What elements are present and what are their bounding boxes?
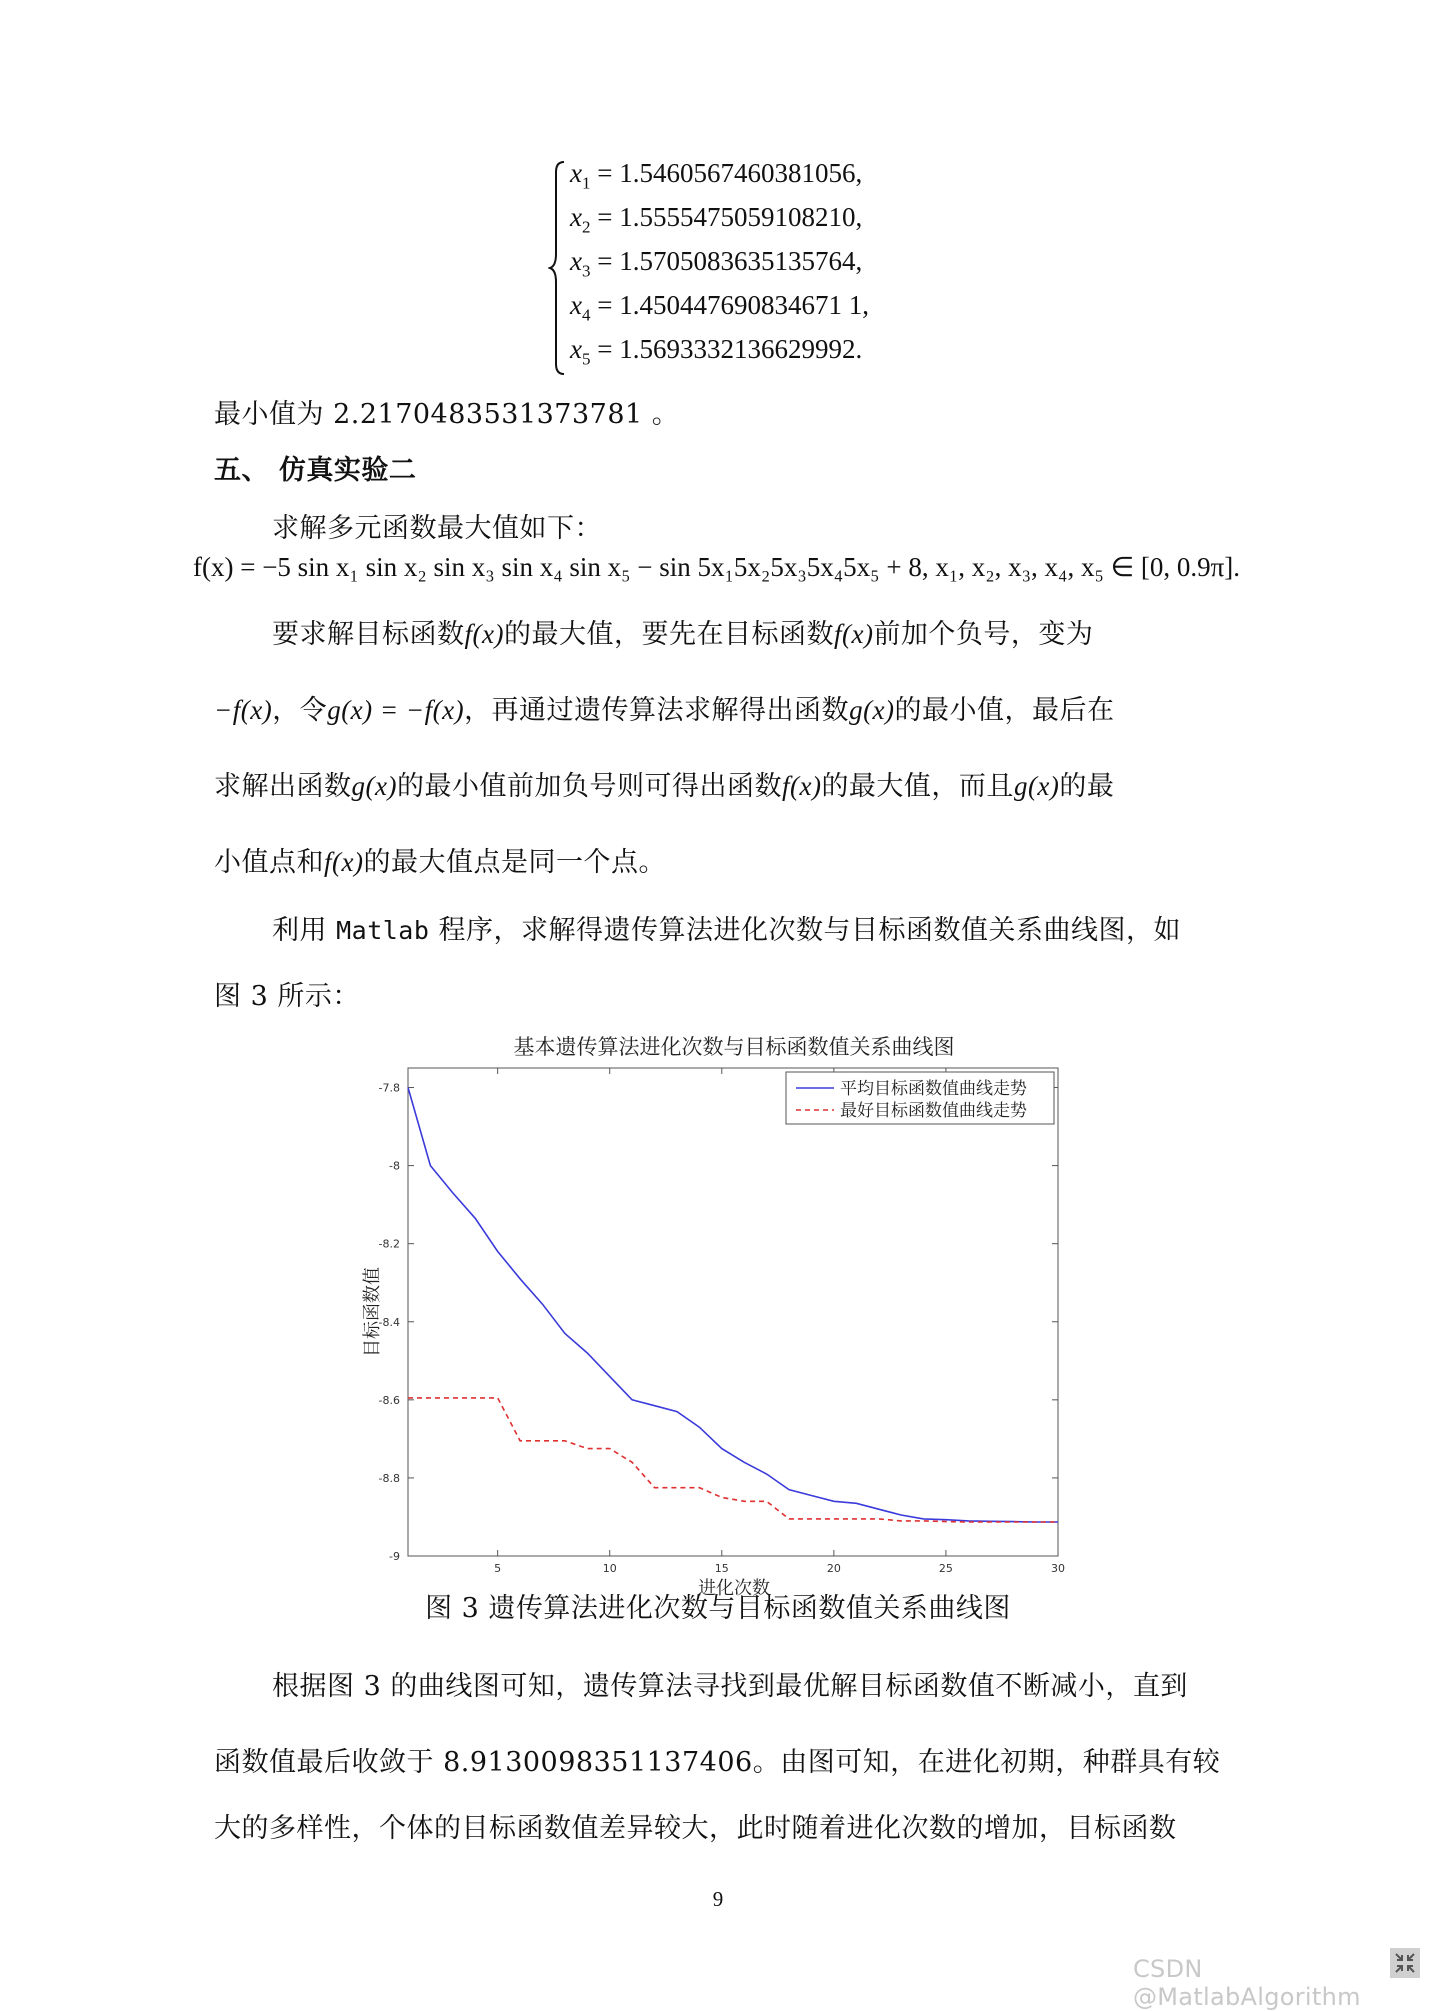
paragraph-line-3: 求解出函数g(x)的最小值前加负号则可得出函数f(x)的最大值，而且g(x)的最 bbox=[214, 771, 1115, 802]
chart-legend bbox=[786, 1072, 1054, 1124]
csdn-watermark: CSDN @MatlabAlgorithm bbox=[1133, 1955, 1361, 2011]
collapse-arrows-icon bbox=[1390, 1948, 1420, 1978]
y-tick-label: -8 bbox=[389, 1159, 400, 1173]
paragraph-line-5: 利用 Matlab 程序，求解得遗传算法进化次数与目标函数值关系曲线图，如 bbox=[272, 915, 1181, 946]
legend-label-avg: 平均目标函数值曲线走势 bbox=[840, 1079, 1027, 1099]
paragraph-line-1: 要求解目标函数f(x)的最大值，要先在目标函数f(x)前加个负号，变为 bbox=[272, 619, 1094, 650]
section-heading: 五、 仿真实验二 bbox=[214, 455, 417, 486]
x-tick-label: 15 bbox=[714, 1562, 729, 1575]
section-intro: 求解多元函数最大值如下： bbox=[272, 513, 602, 544]
left-brace-icon bbox=[548, 158, 568, 378]
line-chart bbox=[350, 1030, 1080, 1610]
y-tick-label: -8.8 bbox=[378, 1471, 400, 1485]
solution-line-5: $x_5 = 1.5693332136629992$. bbox=[570, 334, 863, 369]
paragraph-line-8: 函数值最后收敛于 8.9130098351137406。由图可知，在进化初期，种群具有较 bbox=[214, 1747, 1221, 1778]
x-tick-label: 5 bbox=[494, 1562, 502, 1575]
chart-title: 基本遗传算法进化次数与目标函数值关系曲线图 bbox=[513, 1035, 955, 1059]
y-tick-label: -8.6 bbox=[378, 1393, 400, 1407]
y-axis-label: 目标函数值 bbox=[362, 1267, 383, 1357]
plot-area bbox=[408, 1068, 1058, 1556]
figure-caption: 图 3 遗传算法进化次数与目标函数值关系曲线图 bbox=[425, 1593, 1011, 1624]
page-number: 9 bbox=[712, 1887, 724, 1911]
x-tick-label: 10 bbox=[602, 1562, 617, 1575]
y-tick-label: -8.4 bbox=[378, 1315, 400, 1329]
x-tick-label: 25 bbox=[938, 1562, 953, 1575]
solution-line-2: $x_2 = 1.5555475059108210$, bbox=[570, 202, 863, 237]
y-tick-label: -9 bbox=[389, 1550, 400, 1563]
paragraph-line-7: 根据图 3 的曲线图可知，遗传算法寻找到最优解目标函数值不断减小，直到 bbox=[272, 1671, 1188, 1702]
solution-line-3: $x_3 = 1.5705083635135764$, bbox=[570, 246, 863, 281]
paragraph-line-2: −f(x)，令g(x) = −f(x)，再通过遗传算法求解得出函数g(x)的最小值，最后在 bbox=[214, 695, 1115, 726]
y-tick-label: -7.8 bbox=[378, 1081, 400, 1095]
solution-line-4: $x_4 = 1.450447690834671$ 1, bbox=[570, 290, 869, 325]
figure-3 bbox=[350, 1030, 1080, 1599]
objective-formula: f(x) = −5 sin x₁ sin x₂ sin x₃ sin x₄ sin x₅ − sin 5x₁5x₂5x₃5x₄5x₅ + 8, x₁, x₂, x₃, x₄, x₅ ∈ [0, 0.9π]. bbox=[193, 552, 1241, 582]
x-tick-label: 20 bbox=[826, 1562, 841, 1575]
legend-label-best: 最好目标函数值曲线走势 bbox=[840, 1101, 1027, 1121]
x-axis-label: 进化次数 bbox=[698, 1578, 770, 1599]
min-value-text: 最小值为 2.2170483531373781 。 bbox=[214, 399, 680, 430]
y-tick-label: -8.2 bbox=[378, 1237, 400, 1251]
paragraph-line-6: 图 3 所示： bbox=[214, 981, 360, 1012]
solution-system bbox=[548, 158, 908, 378]
paragraph-line-4: 小值点和f(x)的最大值点是同一个点。 bbox=[214, 847, 666, 878]
paragraph-line-9: 大的多样性，个体的目标函数值差异较大，此时随着进化次数的增加，目标函数 bbox=[214, 1813, 1177, 1844]
x-tick-label: 30 bbox=[1051, 1562, 1065, 1575]
solution-line-1: $x_1 = 1.5460567460381056$, bbox=[570, 158, 863, 193]
expand-icon[interactable] bbox=[1390, 1948, 1420, 1978]
